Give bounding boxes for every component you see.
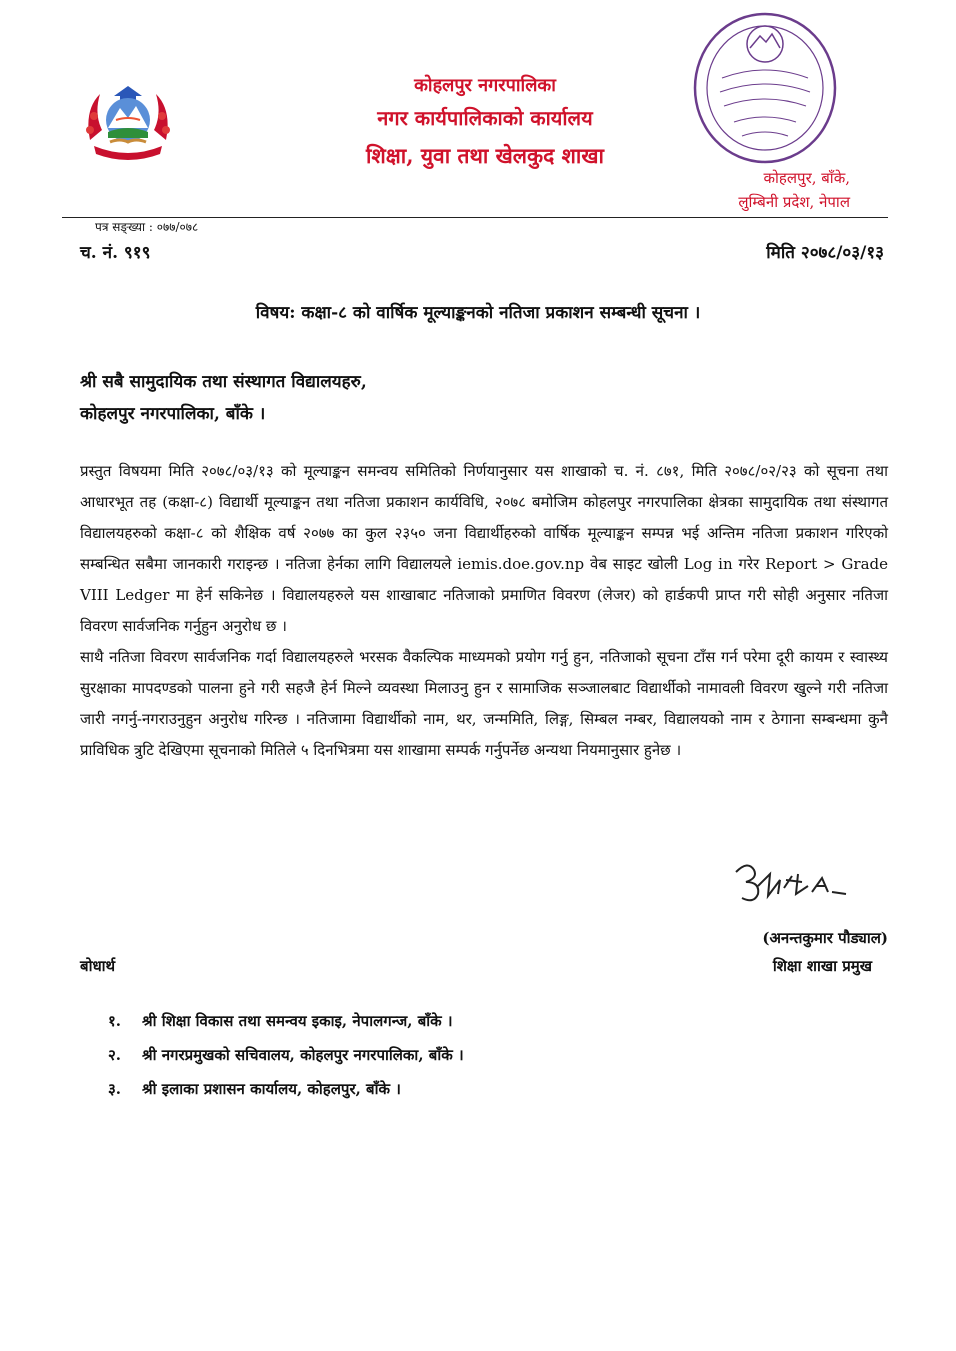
list-item: ३. श्री इलाका प्रशासन कार्यालय, कोहलपुर, बाँके । [108, 1080, 401, 1098]
letter-number: पत्र सङ्ख्या : ०७७/०७८ [95, 220, 199, 234]
list-item: २. श्री नगरप्रमुखको सचिवालय, कोहलपुर नगरपालिका, बाँके । [108, 1046, 464, 1064]
body-paragraph: साथै नतिजा विवरण सार्वजनिक गर्दा विद्यालयहरुले भरसक वैकल्पिक माध्यमको प्रयोग गर्नु हुन, नतिजाको सूचना टाँस गर्न परेमा दूरी कायम र स्वास्थ्य सुरक्षाका मापदण्डको पालना हुने गरी सहजै हेर्न मिल्ने व्यवस्था मिलाउनु हुन र सामाजिक सञ्जालबाट विद्यार्थीको नामावली विवरण खुल्ने गरी नतिजा जारी नगर्नु-नगराउनुहुन अनुरोध गरिन्छ । नतिजामा विद्यार्थीको नाम, थर, जन्ममिति, लिङ्ग, सिम्बल नम्बर, विद्यालयको नाम र ठेगाना सम्बन्धमा कुनै प्राविधिक त्रुटि देखिएमा सूचनाको मितिले ५ दिनभित्रमा यस शाखामा सम्पर्क गर्नुपर्नेछ अन्यथा नियमानुसार हुनेछ । [80, 648, 888, 759]
cc-list [108, 1004, 464, 1106]
office-name: नगर कार्यपालिकाको कार्यालय [377, 106, 593, 130]
signer-name: (अनन्तकुमार पौड्याल) [762, 929, 888, 947]
office-header [300, 72, 670, 176]
cc-heading: बोधार्थ [80, 957, 116, 975]
letter-date: मिति २०७८/०३/१३ [766, 243, 884, 263]
office-seal-icon [690, 8, 840, 168]
dispatch-number: च. नं. ९१९ [80, 243, 151, 263]
letter-subject: विषय: कक्षा-८ को वार्षिक मूल्याङ्कनको नतिजा प्रकाशन सम्बन्धी सूचना । [255, 303, 701, 323]
branch-name: शिक्षा, युवा तथा खेलकुद शाखा [366, 143, 604, 168]
signer-role: शिक्षा शाखा प्रमुख [772, 957, 872, 975]
list-item: १. श्री शिक्षा विकास तथा समन्वय इकाइ, नेपालगन्ज, बाँके । [108, 1012, 453, 1030]
body-paragraph: प्रस्तुत विषयमा मिति २०७८/०३/१३ को मूल्याङ्कन समन्वय समितिको निर्णयानुसार यस शाखाको च. नं. ८७१, मिति २०७८/०२/२३ को सूचना तथा आधारभूत तह (कक्षा-८) विद्यार्थी मूल्याङ्कन तथा नतिजा प्रकाशन कार्यविधि, २०७८ बमोजिम कोहलपुर नगरपालिका क्षेत्रका सामुदायिक तथा संस्थागत विद्यालयहरुको कक्षा-८ को शैक्षिक वर्ष २०७७ का कुल २३५० जना विद्यार्थीहरुको वार्षिक मूल्याङ्कन सम्पन्न भई अन्तिम नतिजा प्रकाशन गरिएको सम्बन्धित सबैमा जानकारी गराइन्छ । नतिजा हेर्नका लागि विद्यालयले iemis.doe.gov.np वेब साइट खोली Log in गरेर Report > Grade VIII Ledger मा हेर्न सकिनेछ । विद्यालयहरुले यस शाखाबाट नतिजाको प्रमाणित विवरण (लेजर) को हार्डकपी प्राप्त गरी सोही अनुसार नतिजा विवरण सार्वजनिक गर्नुहुन अनुरोध छ । [80, 462, 888, 635]
signature-icon [728, 852, 858, 910]
municipality-name: कोहलपुर नगरपालिका [414, 75, 556, 96]
letter-body [80, 456, 888, 766]
signer-block [762, 924, 888, 980]
addressee: श्री सबै सामुदायिक तथा संस्थागत विद्यालयहरु, कोहलपुर नगरपालिका, बाँके । [80, 372, 367, 424]
nepal-emblem-icon [80, 80, 176, 166]
office-address: कोहलपुर, बाँके, लुम्बिनी प्रदेश, नेपाल [738, 169, 850, 211]
